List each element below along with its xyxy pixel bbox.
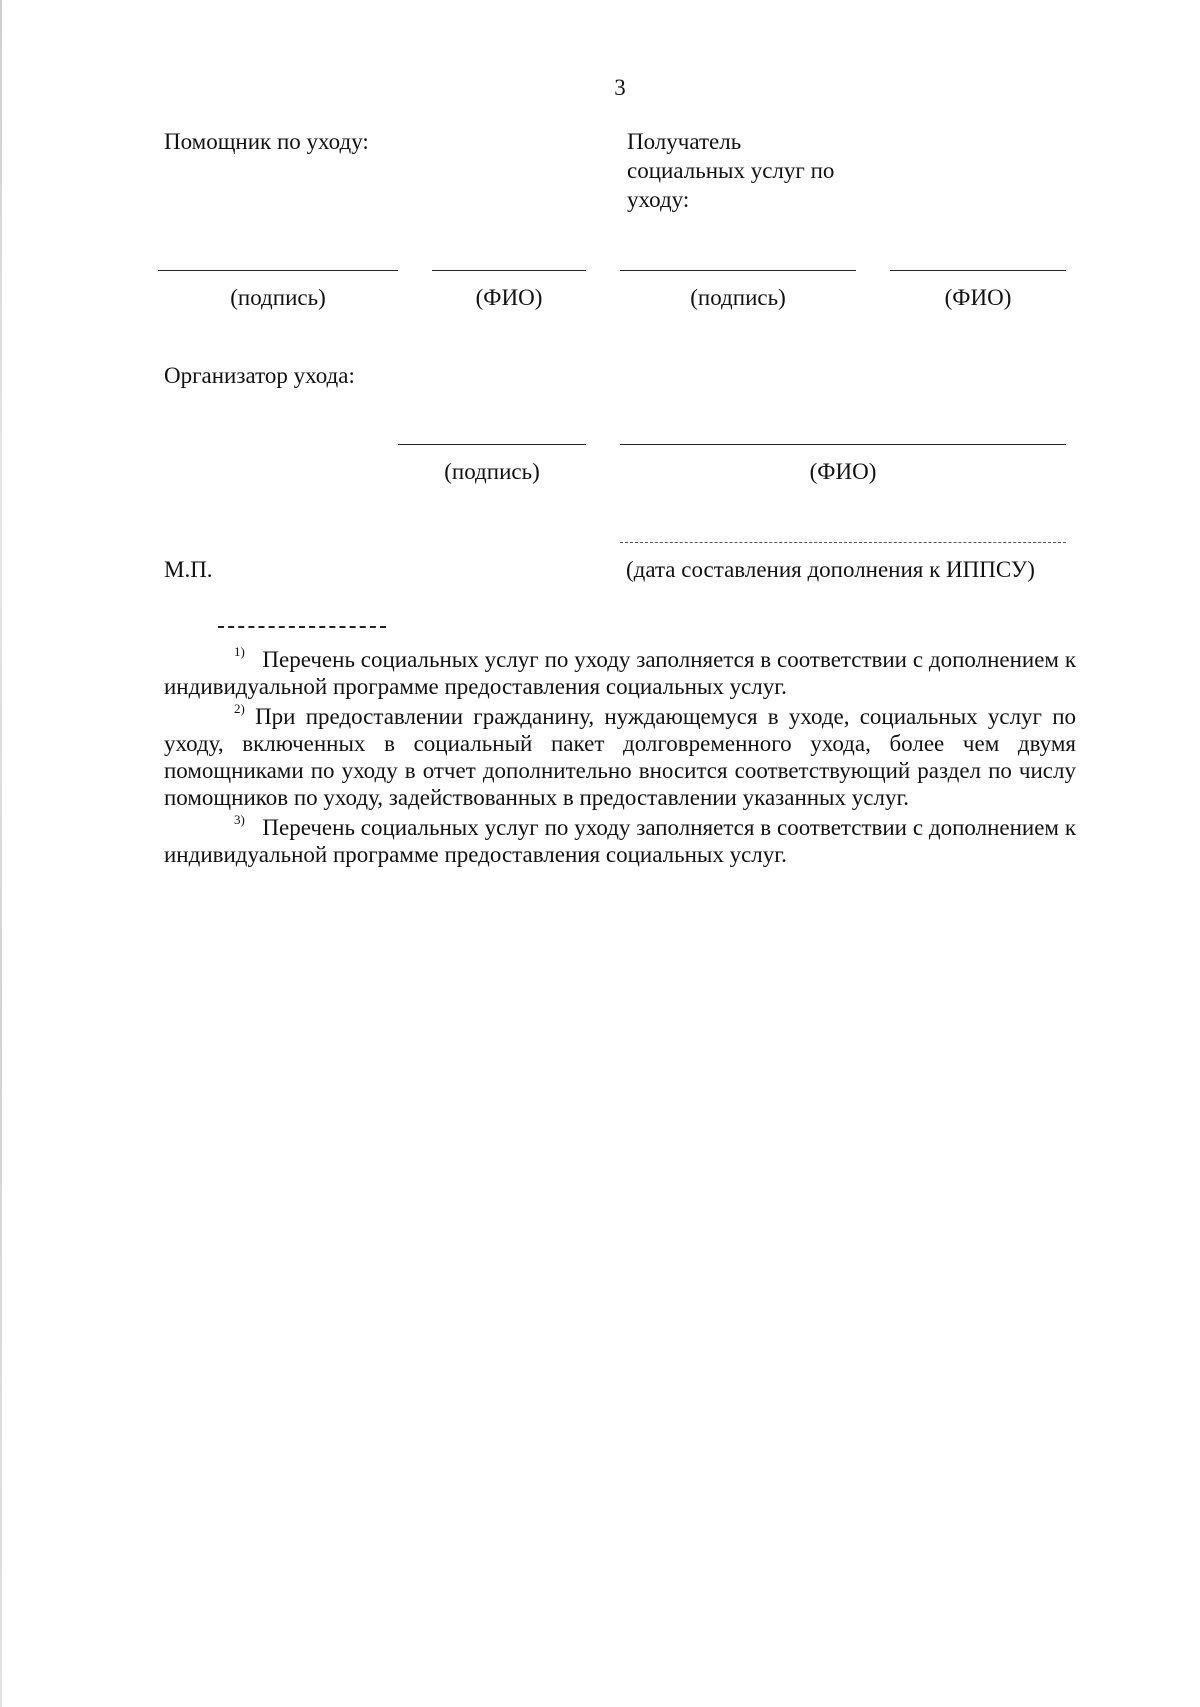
page-number: 3 [614,75,626,100]
recipient-heading-line: уходу: [627,187,690,212]
assistant-signature-caption: (подпись) [230,285,326,310]
footnote-2-text: При предоставлении гражданину, нуждающемуся в уходе, социальных услуг по уходу, включенных в социальный пакет долговременного ухода, более чем двумя помощниками по уходу в отчет дополнительно вносится соответствующий раздел по числу помощников по уходу, задействованных в предоставлении указанных услуг. [164,704,1076,810]
recipient-name-caption: (ФИО) [944,285,1012,310]
organizer-name-line [620,444,1066,445]
organizer-signature-line [398,444,586,445]
footnote-1-text: Перечень социальных услуг по уходу заполняется в соответствии с дополнением к индивидуальной программе предоставления социальных услуг. [164,647,1076,699]
footnote-3 [164,814,1076,868]
assistant-name-line [432,270,586,271]
organizer-signature-caption: (подпись) [444,459,540,484]
scan-edge [0,0,2,1707]
recipient-heading-line: социальных услуг по [627,158,835,183]
assistant-signature-line [158,270,398,271]
footnote-separator [218,626,386,628]
organizer-name-caption: (ФИО) [809,459,877,484]
footnote-3-text: Перечень социальных услуг по уходу заполняется в соответствии с дополнением к индивидуальной программе предоставления социальных услуг. [164,815,1076,867]
recipient-heading-line: Получатель [627,129,742,154]
recipient-name-line [890,270,1066,271]
footnote-1 [164,646,1076,700]
organizer-heading: Организатор ухода: [164,363,355,388]
recipient-signature-line [620,270,856,271]
assistant-heading: Помощник по уходу: [164,129,369,154]
stamp-label: М.П. [164,557,213,582]
recipient-signature-caption: (подпись) [690,285,786,310]
footnote-3-marker: 3) [234,812,245,828]
date-line [620,542,1066,543]
footnote-1-marker: 1) [234,644,245,660]
footnote-2 [164,703,1076,811]
date-caption: (дата составления дополнения к ИППСУ) [626,557,1035,582]
footnote-2-marker: 2) [234,701,245,717]
assistant-name-caption: (ФИО) [475,285,543,310]
